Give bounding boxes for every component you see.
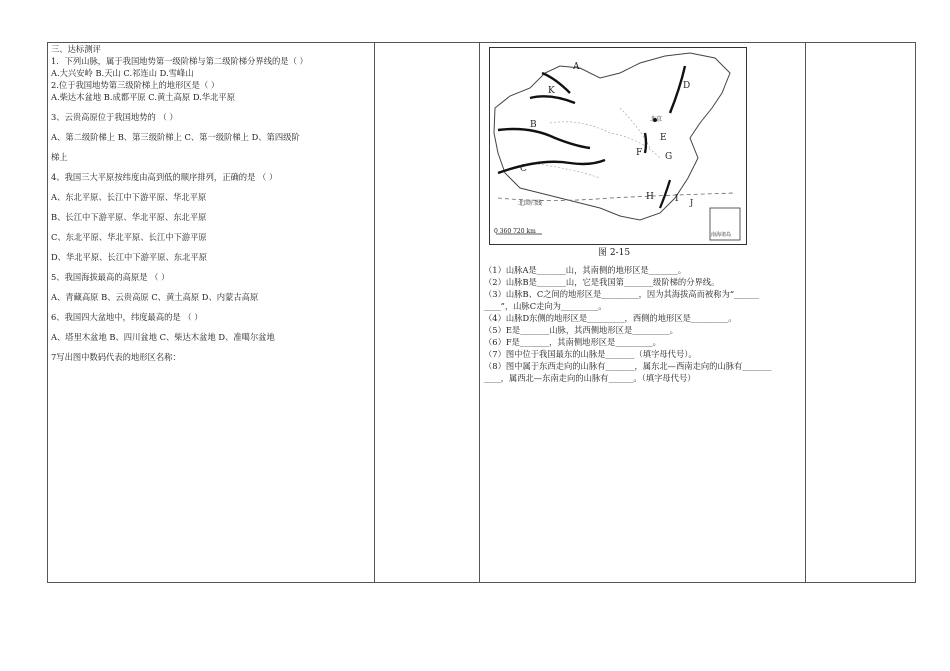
- capital-label: 北京: [650, 116, 663, 123]
- question-3-options: A、第二级阶梯上 B、第三级阶梯上 C、第一级阶梯上 D、第四级阶: [51, 132, 300, 142]
- map-label-j: J: [690, 198, 694, 207]
- map-question-3-cont: ____”，山脉C走向为_________。: [484, 301, 607, 311]
- map-label-a: A: [573, 62, 580, 72]
- map-label-e: E: [660, 133, 667, 143]
- map-question-6: （6）F是_______，其南侧地形区是_________。: [484, 337, 661, 347]
- map-label-c: C: [520, 164, 527, 174]
- scale-bar-label: 0 360 720 km: [494, 228, 536, 235]
- map-label-b: B: [530, 120, 537, 130]
- question-4-option-d: D、华北平原、长江中下游平原、东北平原: [51, 252, 207, 262]
- right-questions: [484, 264, 804, 384]
- figure-caption: 图 2-15: [598, 248, 631, 258]
- map-label-h: H: [646, 192, 654, 202]
- map-question-8: （8）图中属于东西走向的山脉有_______，属东北—西南走向的山脉有_______: [484, 361, 772, 371]
- map-label-f: F: [636, 148, 643, 158]
- map-question-8-cont: ____，属西北—东南走向的山脉有______。（填字母代号）: [484, 373, 696, 383]
- question-2: 2.位于我国地势第三级阶梯上的地形区是（ ）: [51, 80, 220, 90]
- question-5: 5、我国海拔最高的高原是 （ ）: [51, 272, 170, 282]
- question-4: 4、我国三大平原按纬度由高到低的顺序排列，正确的是 （ ）: [51, 172, 278, 182]
- question-1: 1．下列山脉，属于我国地势第一级阶梯与第二级阶梯分界线的是（ ）: [51, 56, 308, 66]
- map-question-2: （2）山脉B是_______山，它是我国第_______级阶梯的分界线。: [484, 277, 720, 287]
- question-6-options: A、塔里木盆地 B、四川盆地 C、柴达木盆地 D、准噶尔盆地: [51, 332, 275, 342]
- column-divider: [479, 43, 480, 582]
- question-4-option-b: B、长江中下游平原、华北平原、东北平原: [51, 212, 207, 222]
- section-title: 三、达标测评: [51, 44, 101, 54]
- map-question-7: （7）图中位于我国最东的山脉是_______（填字母代号）。: [484, 349, 697, 359]
- question-2-options: A.柴达木盆地 B.成都平原 C.黄土高原 D.华北平原: [51, 92, 236, 102]
- map-label-d: D: [683, 81, 691, 91]
- map-label-k: K: [548, 86, 555, 96]
- map-question-4: （4）山脉D东侧的地形区是_________，西侧的地形区是_________。: [484, 313, 737, 323]
- column-divider: [374, 43, 375, 582]
- map-question-5: （5）E是_______山脉，其西侧地形区是_________。: [484, 325, 678, 335]
- question-3-options-cont: 梯上: [51, 152, 68, 162]
- question-7: 7写出图中数码代表的地形区名称：: [51, 352, 181, 362]
- map-question-1: （1）山脉A是_______山，其南侧的地形区是_______。: [484, 265, 687, 275]
- china-terrain-map: [489, 47, 747, 245]
- question-3: 3、云贵高原位于我国地势的 （ ）: [51, 112, 178, 122]
- question-6: 6、我国四大盆地中，纬度最高的是 （ ）: [51, 312, 203, 322]
- tropic-label: 北回归线: [518, 200, 543, 207]
- map-drawing: [490, 48, 746, 244]
- question-4-option-c: C、东北平原、华北平原、长江中下游平原: [51, 232, 207, 242]
- column-divider: [805, 43, 806, 582]
- left-questions: [51, 43, 369, 363]
- map-label-i: I: [675, 194, 679, 204]
- inset-label: 南海诸岛: [711, 232, 732, 238]
- question-5-options: A、青藏高原 B、云贵高原 C、黄土高原 D、内蒙古高原: [51, 292, 259, 302]
- map-question-3: （3）山脉B、C之间的地形区是_________，因为其海拔高而被称为“______: [484, 289, 760, 299]
- worksheet-table: [47, 42, 916, 583]
- map-label-g: G: [665, 152, 673, 162]
- question-4-option-a: A、东北平原、长江中下游平原、华北平原: [51, 192, 207, 202]
- question-1-options: A.大兴安岭 B.天山 C.祁连山 D.雪峰山: [51, 68, 194, 78]
